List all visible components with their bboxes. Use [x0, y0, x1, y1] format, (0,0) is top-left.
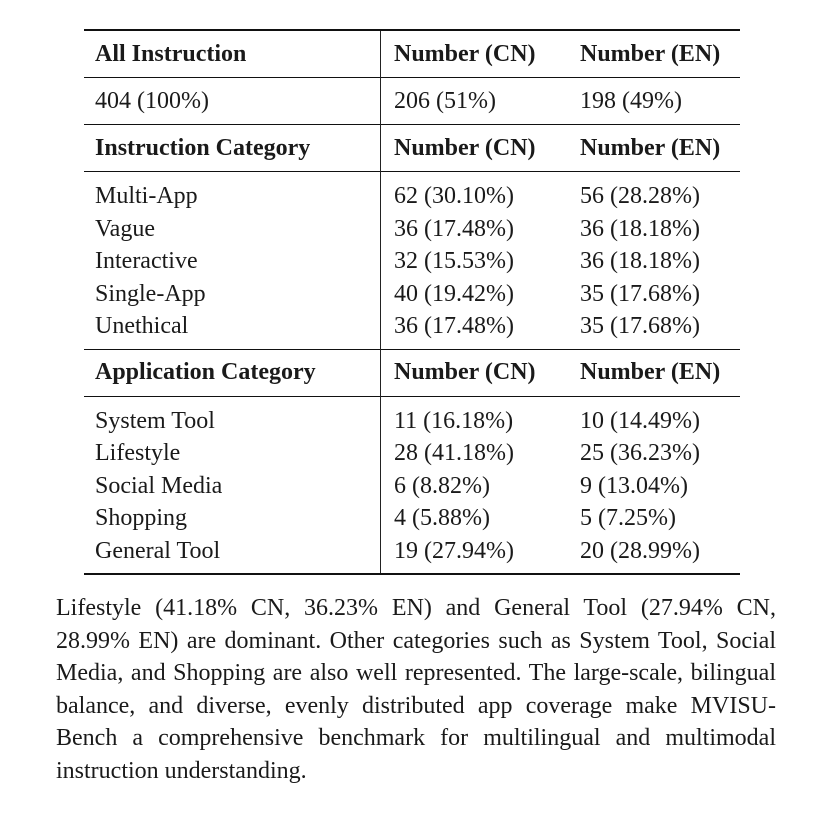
table-header-row [84, 30, 740, 78]
header-cell: Application Category [84, 349, 381, 396]
table-cell: Vague [95, 215, 155, 242]
table-cell: Multi-App [84, 172, 381, 213]
table-cell: 35 (17.68%) [580, 313, 700, 339]
table-cell: 206 (51%) [381, 78, 581, 125]
table-row [84, 437, 740, 470]
table-cell: Shopping [95, 505, 188, 531]
table-cell: Social Media [95, 472, 223, 499]
header-cell: Number (CN) [381, 349, 581, 396]
table-row [84, 535, 740, 575]
table-row [84, 78, 740, 125]
table-cell: 198 (49%) [580, 78, 740, 125]
table-cell: 40 (19.42%) [381, 278, 581, 311]
table-row [84, 213, 740, 246]
table-cell: 6 (8.82%) [381, 470, 581, 503]
table-row [84, 396, 740, 437]
header-cell: All Instruction [84, 30, 381, 78]
table-cell: 62 (30.10%) [381, 172, 581, 213]
table-cell: 32 (15.53%) [381, 245, 581, 278]
header-cell: Number (EN) [580, 125, 740, 172]
table-header-row [84, 125, 740, 172]
table-row [84, 502, 740, 535]
table-cell: 9 (13.04%) [580, 472, 688, 499]
table-cell: 10 (14.49%) [580, 396, 740, 437]
table-cell: General Tool [84, 535, 381, 575]
body-paragraph: Lifestyle (41.18% CN, 36.23% EN) and General Tool (27.94% CN, 28.99% EN) are dominant. Other categories such as System Tool, Social Media, and Shopping are also well represented. The large-scale, bilingual balance, and diverse, evenly distributed app coverage make MVISU-Bench a comprehensive benchmark for multilingual and multimodal instruction understanding. [56, 595, 776, 784]
header-cell: Number (EN) [580, 349, 740, 396]
table-cell: 36 (18.18%) [580, 248, 700, 274]
table-row [84, 172, 740, 213]
statistics-table [84, 29, 740, 575]
table-cell: 5 (7.25%) [580, 505, 676, 531]
header-cell: Number (CN) [381, 30, 581, 78]
table-cell: 19 (27.94%) [381, 535, 581, 575]
table-cell: 36 (17.48%) [381, 213, 581, 246]
header-cell: Number (EN) [580, 30, 740, 78]
table-cell: Interactive [95, 248, 198, 274]
table-row [84, 278, 740, 311]
table-cell: Lifestyle [95, 440, 181, 466]
table-cell: Single-App [95, 280, 206, 307]
table-row [84, 310, 740, 349]
header-cell: Instruction Category [84, 125, 381, 172]
table-cell: 28 (41.18%) [381, 437, 581, 470]
table-cell: 25 (36.23%) [580, 440, 700, 466]
table-cell: 36 (18.18%) [580, 215, 700, 242]
table-row [84, 245, 740, 278]
table-cell: 4 (5.88%) [381, 502, 581, 535]
table-cell: 35 (17.68%) [580, 280, 700, 307]
table-cell: 404 (100%) [84, 78, 381, 125]
table-cell: 20 (28.99%) [580, 535, 740, 575]
table-row [84, 470, 740, 503]
table-cell: Unethical [95, 313, 189, 339]
table-cell: 56 (28.28%) [580, 172, 740, 213]
table-header-row [84, 349, 740, 396]
table-cell: 11 (16.18%) [381, 396, 581, 437]
header-cell: Number (CN) [381, 125, 581, 172]
table-cell: System Tool [84, 396, 381, 437]
table-cell: 36 (17.48%) [381, 310, 581, 349]
